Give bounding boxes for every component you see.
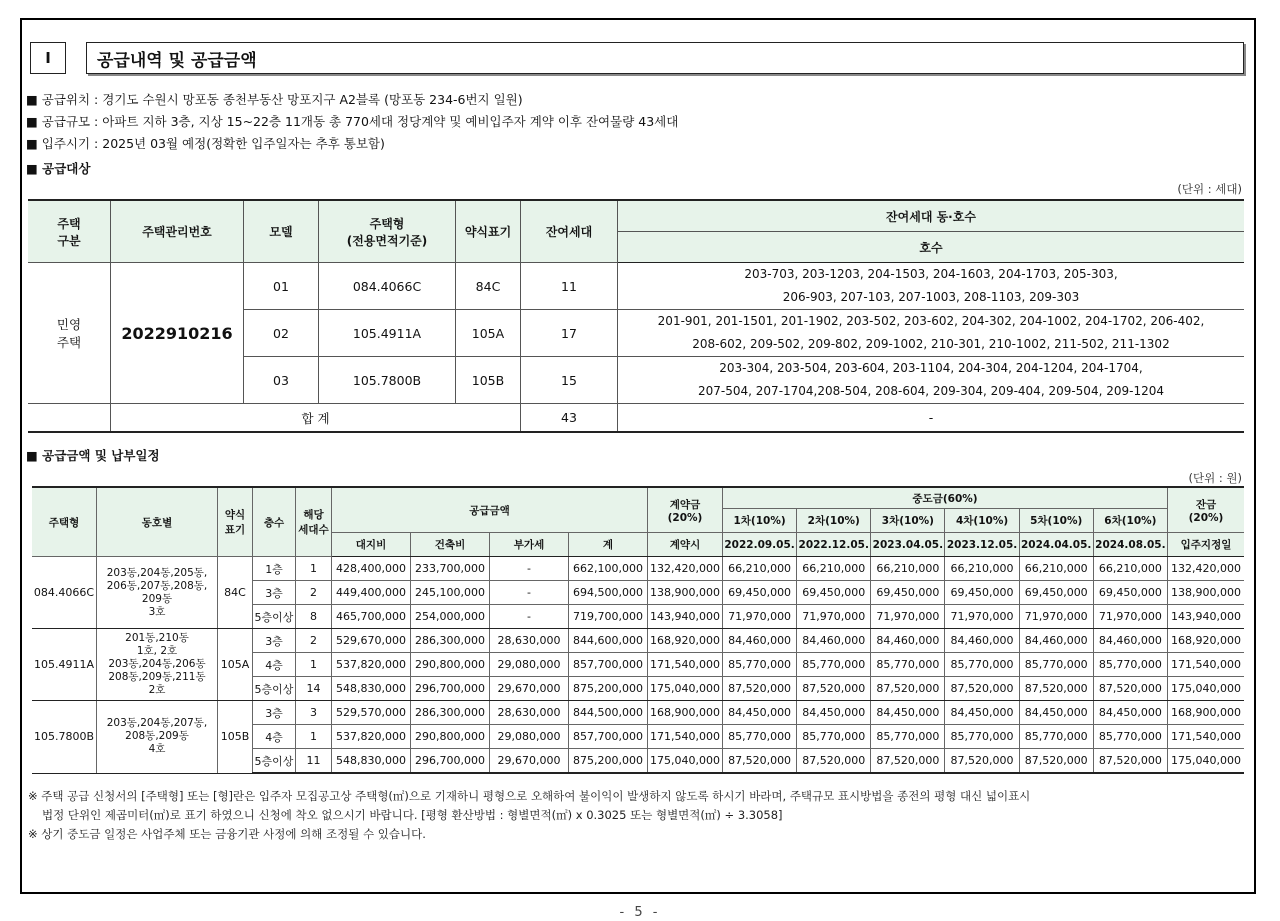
model-cell: 02: [244, 310, 319, 357]
header-contract-sub: 계약시: [648, 533, 723, 557]
note-line: ※ 주택 공급 신청서의 [주택형] 또는 [형]란은 입주자 모집공고상 주택형(㎡)으로 기재하니 평형으로 오해하여 불이익이 발생하지 않도록 하시기 바라며, 주택규모 표시방법을 종전의 평형 대신 넓이표시: [28, 789, 1031, 803]
price-table-body: [32, 557, 1244, 774]
vat-cell: -: [490, 557, 569, 581]
header-balance: 잔금 (20%): [1168, 487, 1245, 533]
middle-payment-cell: 87,520,000: [797, 749, 871, 774]
model-cell: 01: [244, 263, 319, 310]
middle-payment-cell: 84,450,000: [797, 701, 871, 725]
abbr-cell: 105B: [456, 357, 521, 404]
households-cell: 2: [296, 581, 332, 605]
section-header: [30, 42, 1244, 74]
middle-payment-cell: 71,970,000: [797, 605, 871, 629]
header-remaining: 잔여세대: [521, 200, 618, 263]
balance-cell: 175,040,000: [1168, 749, 1245, 774]
middle-payment-cell: 84,460,000: [723, 629, 797, 653]
land-price-cell: 537,820,000: [332, 653, 411, 677]
middle-payment-cell: 84,450,000: [871, 701, 945, 725]
abbr-cell: 84C: [456, 263, 521, 310]
middle-payment-cell: 85,770,000: [797, 725, 871, 749]
middle-payment-cell: 69,450,000: [1093, 581, 1167, 605]
header-building: 건축비: [411, 533, 490, 557]
middle-payment-cell: 85,770,000: [1093, 725, 1167, 749]
header-abbr: 약식 표기: [218, 487, 253, 557]
middle-payment-cell: 69,450,000: [871, 581, 945, 605]
abbr-cell: 105A: [456, 310, 521, 357]
total-price-cell: 857,700,000: [569, 725, 648, 749]
floor-cell: 5층이상: [253, 677, 296, 701]
units-line: 203-703, 203-1203, 204-1503, 204-1603, 204-1703, 205-303,: [744, 267, 1118, 281]
header-contract: 계약금 (20%): [648, 487, 723, 533]
section-number: I: [30, 42, 66, 74]
balance-cell: 143,940,000: [1168, 605, 1245, 629]
building-price-cell: 286,300,000: [411, 701, 490, 725]
balance-cell: 138,900,000: [1168, 581, 1245, 605]
middle-payment-cell: 71,970,000: [945, 605, 1019, 629]
total-price-cell: 875,200,000: [569, 749, 648, 774]
middle-payment-cell: 71,970,000: [723, 605, 797, 629]
abbr-cell: 84C: [218, 557, 253, 629]
header-land: 대지비: [332, 533, 411, 557]
middle-payment-cell: 69,450,000: [945, 581, 1019, 605]
vat-cell: -: [490, 605, 569, 629]
vat-cell: 29,080,000: [490, 653, 569, 677]
middle-payment-cell: 87,520,000: [871, 677, 945, 701]
header-installment: 5차(10%): [1019, 509, 1093, 533]
middle-payment-cell: 87,520,000: [945, 677, 1019, 701]
header-middle: 중도금(60%): [723, 487, 1168, 509]
floor-cell: 1층: [253, 557, 296, 581]
middle-payment-cell: 84,460,000: [871, 629, 945, 653]
page-number: - 5 -: [619, 905, 661, 920]
header-floor: 층수: [253, 487, 296, 557]
middle-payment-cell: 85,770,000: [1019, 725, 1093, 749]
type-cell: 105.4911A: [319, 310, 456, 357]
balance-cell: 171,540,000: [1168, 725, 1245, 749]
contract-cell: 171,540,000: [648, 725, 723, 749]
house-type-cell: 084.4066C: [32, 557, 97, 629]
middle-payment-cell: 87,520,000: [1093, 749, 1167, 774]
middle-payment-cell: 87,520,000: [945, 749, 1019, 774]
header-households: 해당 세대수: [296, 487, 332, 557]
total-price-cell: 719,700,000: [569, 605, 648, 629]
section-title: 공급내역 및 공급금액: [86, 42, 1244, 74]
building-price-cell: 245,100,000: [411, 581, 490, 605]
middle-payment-cell: 69,450,000: [723, 581, 797, 605]
header-installment: 6차(10%): [1093, 509, 1167, 533]
type-cell: 105.7800B: [319, 357, 456, 404]
middle-payment-cell: 66,210,000: [945, 557, 1019, 581]
header-house-kind: 주택형 (전용면적기준): [319, 200, 456, 263]
header-unit-no: 호수: [618, 232, 1245, 263]
land-price-cell: 449,400,000: [332, 581, 411, 605]
header-installment: 4차(10%): [945, 509, 1019, 533]
middle-payment-cell: 85,770,000: [797, 653, 871, 677]
middle-payment-cell: 85,770,000: [871, 653, 945, 677]
middle-payment-cell: 84,460,000: [1019, 629, 1093, 653]
households-cell: 1: [296, 557, 332, 581]
middle-payment-cell: 87,520,000: [1019, 677, 1093, 701]
header-type: 주택형: [32, 487, 97, 557]
building-price-cell: 290,800,000: [411, 653, 490, 677]
units-line: 201-901, 201-1501, 201-1902, 203-502, 203-602, 204-302, 204-1002, 204-1702, 206-402,: [657, 314, 1205, 328]
middle-payment-cell: 87,520,000: [797, 677, 871, 701]
header-dong: 동호별: [97, 487, 218, 557]
total-count: 43: [521, 404, 618, 433]
middle-payment-cell: 84,450,000: [723, 701, 797, 725]
count-cell: 11: [521, 263, 618, 310]
building-price-cell: 296,700,000: [411, 749, 490, 774]
land-price-cell: 529,670,000: [332, 629, 411, 653]
middle-payment-cell: 84,450,000: [945, 701, 1019, 725]
floor-cell: 4층: [253, 725, 296, 749]
dong-cell: 201동,210동 1호, 2호 203동,204동,206동 208동,209동,211동 2호: [97, 629, 218, 701]
vat-cell: 28,630,000: [490, 701, 569, 725]
header-mgmt-no: 주택관리번호: [111, 200, 244, 263]
middle-payment-cell: 66,210,000: [1093, 557, 1167, 581]
header-date: 2022.09.05.: [723, 533, 797, 557]
contract-cell: 138,900,000: [648, 581, 723, 605]
building-price-cell: 254,000,000: [411, 605, 490, 629]
header-date: 2023.04.05.: [871, 533, 945, 557]
vat-cell: 28,630,000: [490, 629, 569, 653]
units-cell: [618, 357, 1245, 404]
middle-payment-cell: 84,450,000: [1019, 701, 1093, 725]
building-price-cell: 233,700,000: [411, 557, 490, 581]
supply-location: ■ 공급위치 : 경기도 수원시 망포동 종천부동산 망포지구 A2블록 (망포동 234-6번지 일원): [26, 92, 523, 107]
land-price-cell: 548,830,000: [332, 677, 411, 701]
units-cell: [618, 310, 1245, 357]
middle-payment-cell: 85,770,000: [723, 725, 797, 749]
households-cell: 1: [296, 725, 332, 749]
households-cell: 8: [296, 605, 332, 629]
middle-payment-cell: 66,210,000: [871, 557, 945, 581]
header-date: 2024.08.05.: [1093, 533, 1167, 557]
vat-cell: 29,080,000: [490, 725, 569, 749]
dong-cell: 203동,204동,207동, 208동,209동 4호: [97, 701, 218, 774]
land-price-cell: 465,700,000: [332, 605, 411, 629]
dong-cell: 203동,204동,205동, 206동,207동,208동, 209동 3호: [97, 557, 218, 629]
middle-payment-cell: 66,210,000: [1019, 557, 1093, 581]
total-label: 합 계: [111, 404, 521, 433]
middle-payment-cell: 66,210,000: [723, 557, 797, 581]
middle-payment-cell: 85,770,000: [945, 653, 1019, 677]
abbr-cell: 105B: [218, 701, 253, 774]
balance-cell: 171,540,000: [1168, 653, 1245, 677]
total-price-cell: 844,500,000: [569, 701, 648, 725]
households-cell: 1: [296, 653, 332, 677]
middle-payment-cell: 84,460,000: [945, 629, 1019, 653]
middle-payment-cell: 85,770,000: [1093, 653, 1167, 677]
middle-payment-cell: 85,770,000: [1019, 653, 1093, 677]
mgmt-number-cell: 2022910216: [111, 263, 244, 404]
total-price-cell: 694,500,000: [569, 581, 648, 605]
balance-cell: 175,040,000: [1168, 677, 1245, 701]
vat-cell: -: [490, 581, 569, 605]
table-row: [32, 701, 1244, 725]
contract-cell: 175,040,000: [648, 677, 723, 701]
note-line: ※ 상기 중도금 일정은 사업주체 또는 금융기관 사정에 의해 조정될 수 있습니다.: [28, 827, 426, 841]
land-price-cell: 529,570,000: [332, 701, 411, 725]
header-total: 계: [569, 533, 648, 557]
table-row: [32, 557, 1244, 581]
units-line: 203-304, 203-504, 203-604, 203-1104, 204-304, 204-1204, 204-1704,: [719, 361, 1143, 375]
header-installment: 3차(10%): [871, 509, 945, 533]
balance-cell: 168,900,000: [1168, 701, 1245, 725]
model-cell: 03: [244, 357, 319, 404]
middle-payment-cell: 85,770,000: [723, 653, 797, 677]
land-price-cell: 537,820,000: [332, 725, 411, 749]
households-cell: 14: [296, 677, 332, 701]
households-cell: 11: [296, 749, 332, 774]
header-balance-sub: 입주지정일: [1168, 533, 1245, 557]
building-price-cell: 290,800,000: [411, 725, 490, 749]
header-date: 2024.04.05.: [1019, 533, 1093, 557]
header-house-type: 주택 구분: [28, 200, 111, 263]
house-type-cell: 105.4911A: [32, 629, 97, 701]
count-cell: 15: [521, 357, 618, 404]
supply-target-table: [28, 199, 1244, 433]
header-model: 모델: [244, 200, 319, 263]
count-cell: 17: [521, 310, 618, 357]
floor-cell: 3층: [253, 629, 296, 653]
units-line: 206-903, 207-103, 207-1003, 208-1103, 209-303: [782, 290, 1080, 304]
land-price-cell: 548,830,000: [332, 749, 411, 774]
header-date: 2022.12.05.: [797, 533, 871, 557]
vat-cell: 29,670,000: [490, 677, 569, 701]
middle-payment-cell: 69,450,000: [1019, 581, 1093, 605]
price-heading: ■ 공급금액 및 납부일정: [26, 448, 160, 463]
middle-payment-cell: 85,770,000: [871, 725, 945, 749]
table1-unit-note: (단위 : 세대): [1177, 182, 1242, 196]
header-vat: 부가세: [490, 533, 569, 557]
middle-payment-cell: 87,520,000: [723, 677, 797, 701]
house-type-cell: 105.7800B: [32, 701, 97, 774]
header-supply-price: 공급금액: [332, 487, 648, 533]
land-price-cell: 428,400,000: [332, 557, 411, 581]
header-date: 2023.12.05.: [945, 533, 1019, 557]
total-price-cell: 875,200,000: [569, 677, 648, 701]
middle-payment-cell: 71,970,000: [1093, 605, 1167, 629]
middle-payment-cell: 71,970,000: [1019, 605, 1093, 629]
floor-cell: 4층: [253, 653, 296, 677]
contract-cell: 132,420,000: [648, 557, 723, 581]
contract-cell: 143,940,000: [648, 605, 723, 629]
middle-payment-cell: 84,460,000: [1093, 629, 1167, 653]
middle-payment-cell: 66,210,000: [797, 557, 871, 581]
supply-scale: ■ 공급규모 : 아파트 지하 3층, 지상 15~22층 11개동 총 770세대 정당계약 및 예비입주자 계약 이후 잔여물량 43세대: [26, 114, 679, 129]
contract-cell: 175,040,000: [648, 749, 723, 774]
floor-cell: 3층: [253, 701, 296, 725]
households-cell: 3: [296, 701, 332, 725]
total-price-cell: 857,700,000: [569, 653, 648, 677]
building-price-cell: 286,300,000: [411, 629, 490, 653]
units-cell: [618, 263, 1245, 310]
price-table: [32, 486, 1244, 774]
balance-cell: 168,920,000: [1168, 629, 1245, 653]
middle-payment-cell: 84,450,000: [1093, 701, 1167, 725]
total-price-cell: 662,100,000: [569, 557, 648, 581]
page-frame: [20, 18, 1256, 894]
units-line: 208-602, 209-502, 209-802, 209-1002, 210-301, 210-1002, 211-502, 211-1302: [692, 337, 1170, 351]
supply-target-heading: ■ 공급대상: [26, 161, 91, 176]
balance-cell: 132,420,000: [1168, 557, 1245, 581]
floor-cell: 5층이상: [253, 749, 296, 774]
move-in-date: ■ 입주시기 : 2025년 03월 예정(정확한 입주일자는 추후 통보함): [26, 136, 385, 151]
floor-cell: 3층: [253, 581, 296, 605]
vat-cell: 29,670,000: [490, 749, 569, 774]
table2-unit-note: (단위 : 원): [1188, 471, 1242, 485]
type-cell: 084.4066C: [319, 263, 456, 310]
floor-cell: 5층이상: [253, 605, 296, 629]
category-cell: 민영 주택: [28, 263, 111, 404]
header-installment: 2차(10%): [797, 509, 871, 533]
middle-payment-cell: 87,520,000: [871, 749, 945, 774]
middle-payment-cell: 71,970,000: [871, 605, 945, 629]
middle-payment-cell: 84,460,000: [797, 629, 871, 653]
building-price-cell: 296,700,000: [411, 677, 490, 701]
total-price-cell: 844,600,000: [569, 629, 648, 653]
middle-payment-cell: 69,450,000: [797, 581, 871, 605]
header-remaining-units: 잔여세대 동·호수: [618, 200, 1245, 232]
note-line: 법정 단위인 제곱미터(㎡)로 표기 하였으니 신청에 착오 없으시기 바랍니다. [평형 환산방법 : 형별면적(㎡) x 0.3025 또는 형별면적(㎡) ÷ 3.3058]: [42, 808, 783, 822]
table-row: [32, 629, 1244, 653]
middle-payment-cell: 87,520,000: [1019, 749, 1093, 774]
middle-payment-cell: 87,520,000: [723, 749, 797, 774]
header-abbr: 약식표기: [456, 200, 521, 263]
header-installment: 1차(10%): [723, 509, 797, 533]
units-line: 207-504, 207-1704,208-504, 208-604, 209-304, 209-404, 209-504, 209-1204: [698, 384, 1164, 398]
abbr-cell: 105A: [218, 629, 253, 701]
total-units: -: [618, 404, 1245, 433]
contract-cell: 168,920,000: [648, 629, 723, 653]
middle-payment-cell: 87,520,000: [1093, 677, 1167, 701]
contract-cell: 168,900,000: [648, 701, 723, 725]
contract-cell: 171,540,000: [648, 653, 723, 677]
middle-payment-cell: 85,770,000: [945, 725, 1019, 749]
households-cell: 2: [296, 629, 332, 653]
